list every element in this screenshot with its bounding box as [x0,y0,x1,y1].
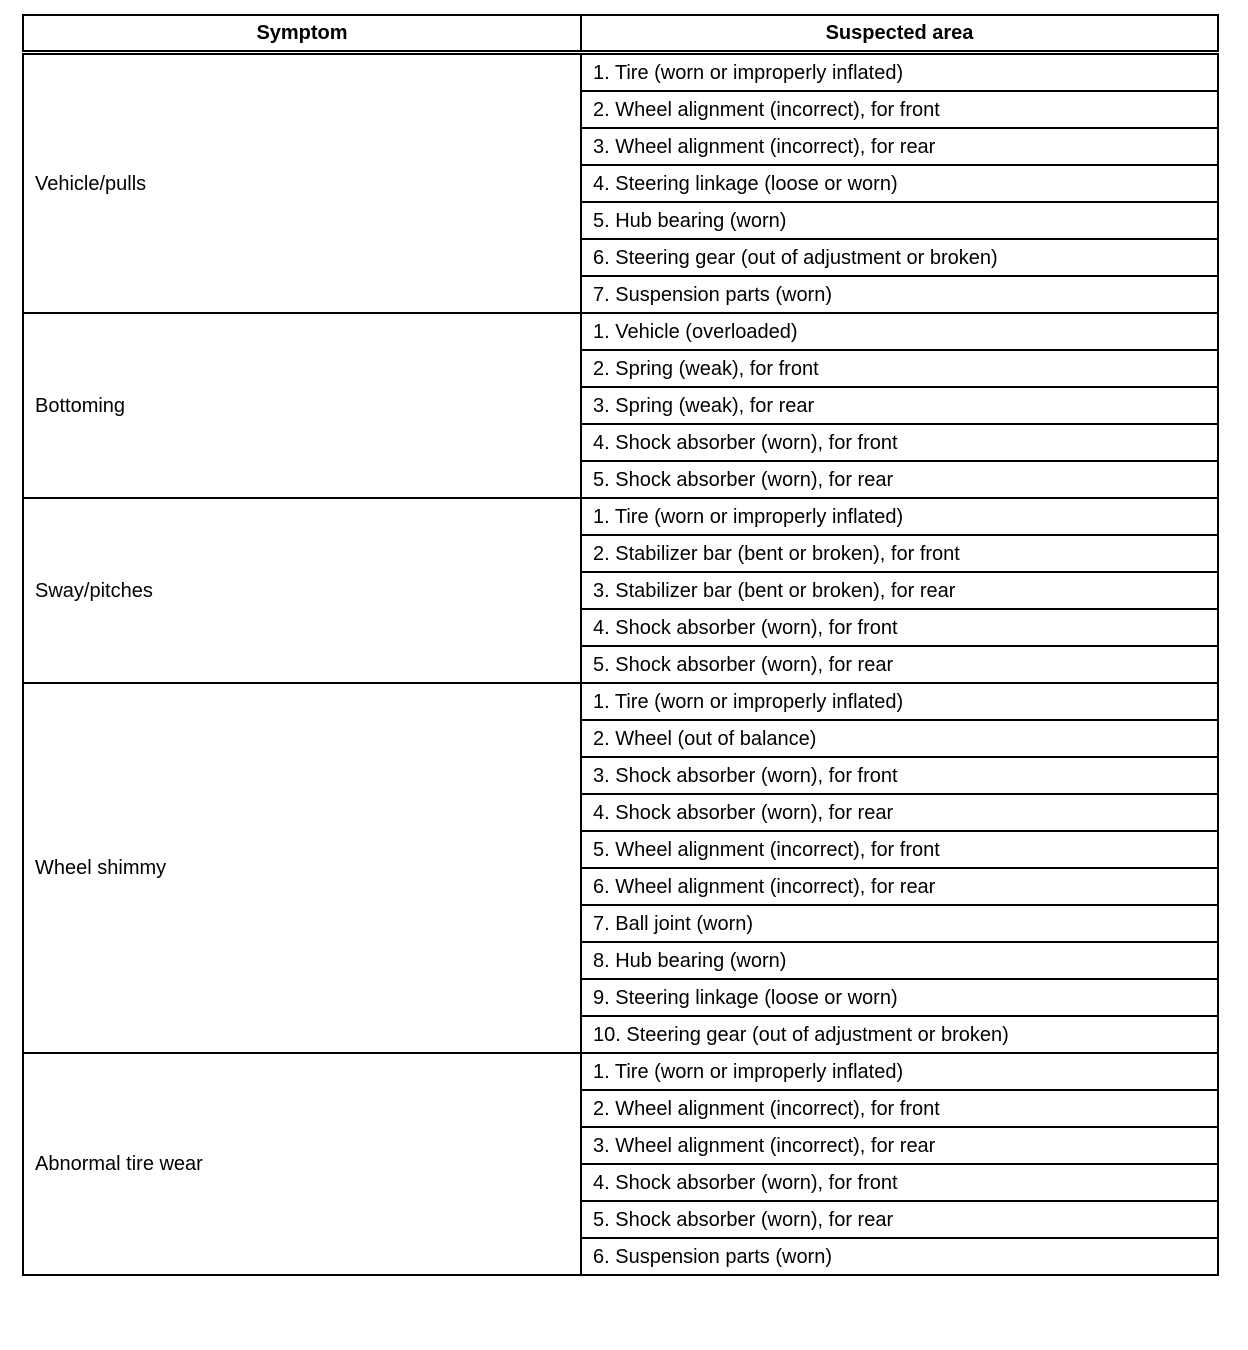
table-row [23,1053,1218,1090]
suspected-area-cell: 6. Wheel alignment (incorrect), for rear [581,868,1218,905]
suspected-area-cell: 2. Wheel alignment (incorrect), for front [581,1090,1218,1127]
suspected-area-cell: 2. Stabilizer bar (bent or broken), for front [581,535,1218,572]
suspected-area-cell: 3. Shock absorber (worn), for front [581,757,1218,794]
suspected-area-cell: 5. Wheel alignment (incorrect), for front [581,831,1218,868]
suspected-area-cell: 4. Steering linkage (loose or worn) [581,165,1218,202]
suspected-area-cell: 4. Shock absorber (worn), for front [581,609,1218,646]
suspected-area-cell: 3. Wheel alignment (incorrect), for rear [581,1127,1218,1164]
suspected-area-cell: 4. Shock absorber (worn), for rear [581,794,1218,831]
symptom-cell: Wheel shimmy [23,683,581,1053]
table-row [23,313,1218,350]
suspected-area-cell: 8. Hub bearing (worn) [581,942,1218,979]
suspected-area-cell: 5. Shock absorber (worn), for rear [581,461,1218,498]
table-body [23,53,1218,1276]
table-row [23,498,1218,535]
suspected-area-cell: 2. Spring (weak), for front [581,350,1218,387]
suspected-area-cell: 2. Wheel (out of balance) [581,720,1218,757]
suspected-area-cell: 3. Stabilizer bar (bent or broken), for rear [581,572,1218,609]
suspected-area-cell: 6. Suspension parts (worn) [581,1238,1218,1275]
suspected-area-cell: 6. Steering gear (out of adjustment or broken) [581,239,1218,276]
table-header-row [23,15,1218,53]
table-row [23,683,1218,720]
suspected-area-cell: 5. Shock absorber (worn), for rear [581,646,1218,683]
symptom-cell: Sway/pitches [23,498,581,683]
suspected-area-cell: 9. Steering linkage (loose or worn) [581,979,1218,1016]
suspected-area-cell: 10. Steering gear (out of adjustment or broken) [581,1016,1218,1053]
symptom-cell: Bottoming [23,313,581,498]
suspected-area-cell: 7. Ball joint (worn) [581,905,1218,942]
suspected-area-cell: 1. Tire (worn or improperly inflated) [581,53,1218,92]
suspected-area-cell: 3. Wheel alignment (incorrect), for rear [581,128,1218,165]
suspected-area-cell: 1. Tire (worn or improperly inflated) [581,683,1218,720]
suspected-area-cell: 7. Suspension parts (worn) [581,276,1218,313]
suspected-area-cell: 1. Vehicle (overloaded) [581,313,1218,350]
suspected-area-cell: 5. Hub bearing (worn) [581,202,1218,239]
table-row [23,53,1218,92]
suspected-area-cell: 1. Tire (worn or improperly inflated) [581,1053,1218,1090]
header-suspected-area: Suspected area [581,15,1218,53]
symptom-cell: Vehicle/pulls [23,53,581,314]
suspected-area-cell: 1. Tire (worn or improperly inflated) [581,498,1218,535]
suspected-area-cell: 3. Spring (weak), for rear [581,387,1218,424]
symptom-cell: Abnormal tire wear [23,1053,581,1275]
suspected-area-cell: 4. Shock absorber (worn), for front [581,424,1218,461]
suspected-area-cell: 2. Wheel alignment (incorrect), for front [581,91,1218,128]
symptom-table [22,14,1219,1276]
suspected-area-cell: 5. Shock absorber (worn), for rear [581,1201,1218,1238]
suspected-area-cell: 4. Shock absorber (worn), for front [581,1164,1218,1201]
header-symptom: Symptom [23,15,581,53]
